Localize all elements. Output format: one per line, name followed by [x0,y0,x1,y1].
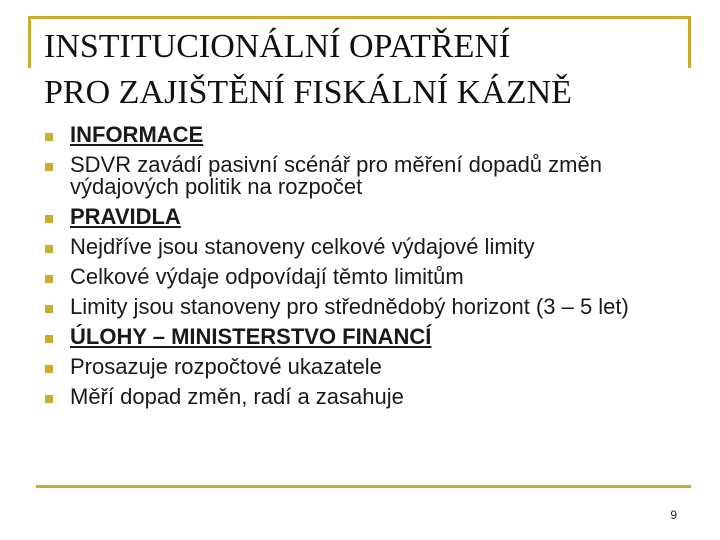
bullet-text: Prosazuje rozpočtové ukazatele [70,354,382,379]
square-bullet-icon [45,245,53,253]
square-bullet-icon [45,133,53,141]
slide-title [44,24,684,116]
bullet-item-celkove-vydaje [44,266,684,288]
bullet-list [44,124,684,416]
bullet-item-pravidla [44,206,684,228]
slide-title-line-1: INSTITUCIONÁLNÍ OPATŘENÍ [44,28,511,65]
bullet-heading-text: ÚLOHY – MINISTERSTVO FINANCÍ [70,324,432,349]
bullet-item-informace [44,124,684,146]
square-bullet-icon [45,215,53,223]
bullet-item-ulohy-mf [44,326,684,348]
bullet-text: Měří dopad změn, radí a zasahuje [70,384,404,409]
bullet-heading-text: PRAVIDLA [70,204,181,229]
square-bullet-icon [45,365,53,373]
square-bullet-icon [45,335,53,343]
bullet-item-strednedoby-horizont [44,296,684,318]
bullet-text: SDVR zavádí pasivní scénář pro měření dopadů změn výdajových politik na rozpočet [70,152,602,199]
footer-divider [36,485,691,488]
bullet-item-sdvr [44,154,684,198]
square-bullet-icon [45,163,53,171]
square-bullet-icon [45,395,53,403]
bullet-item-limity-stanoveny [44,236,684,258]
square-bullet-icon [45,305,53,313]
title-frame-left-border [28,16,31,68]
bullet-text: Limity jsou stanoveny pro střednědobý horizont (3 – 5 let) [70,294,629,319]
square-bullet-icon [45,275,53,283]
slide-title-line-2: PRO ZAJIŠTĚNÍ FISKÁLNÍ KÁZNĚ [44,74,572,111]
title-frame-right-border [688,16,691,68]
title-frame-top-border [28,16,691,19]
bullet-heading-text: INFORMACE [70,122,204,147]
bullet-item-prosazuje [44,356,684,378]
bullet-text: Nejdříve jsou stanoveny celkové výdajové limity [70,234,535,259]
bullet-item-meri-dopad [44,386,684,408]
page-number: 9 [670,508,677,522]
bullet-text: Celkové výdaje odpovídají těmto limitům [70,264,464,289]
